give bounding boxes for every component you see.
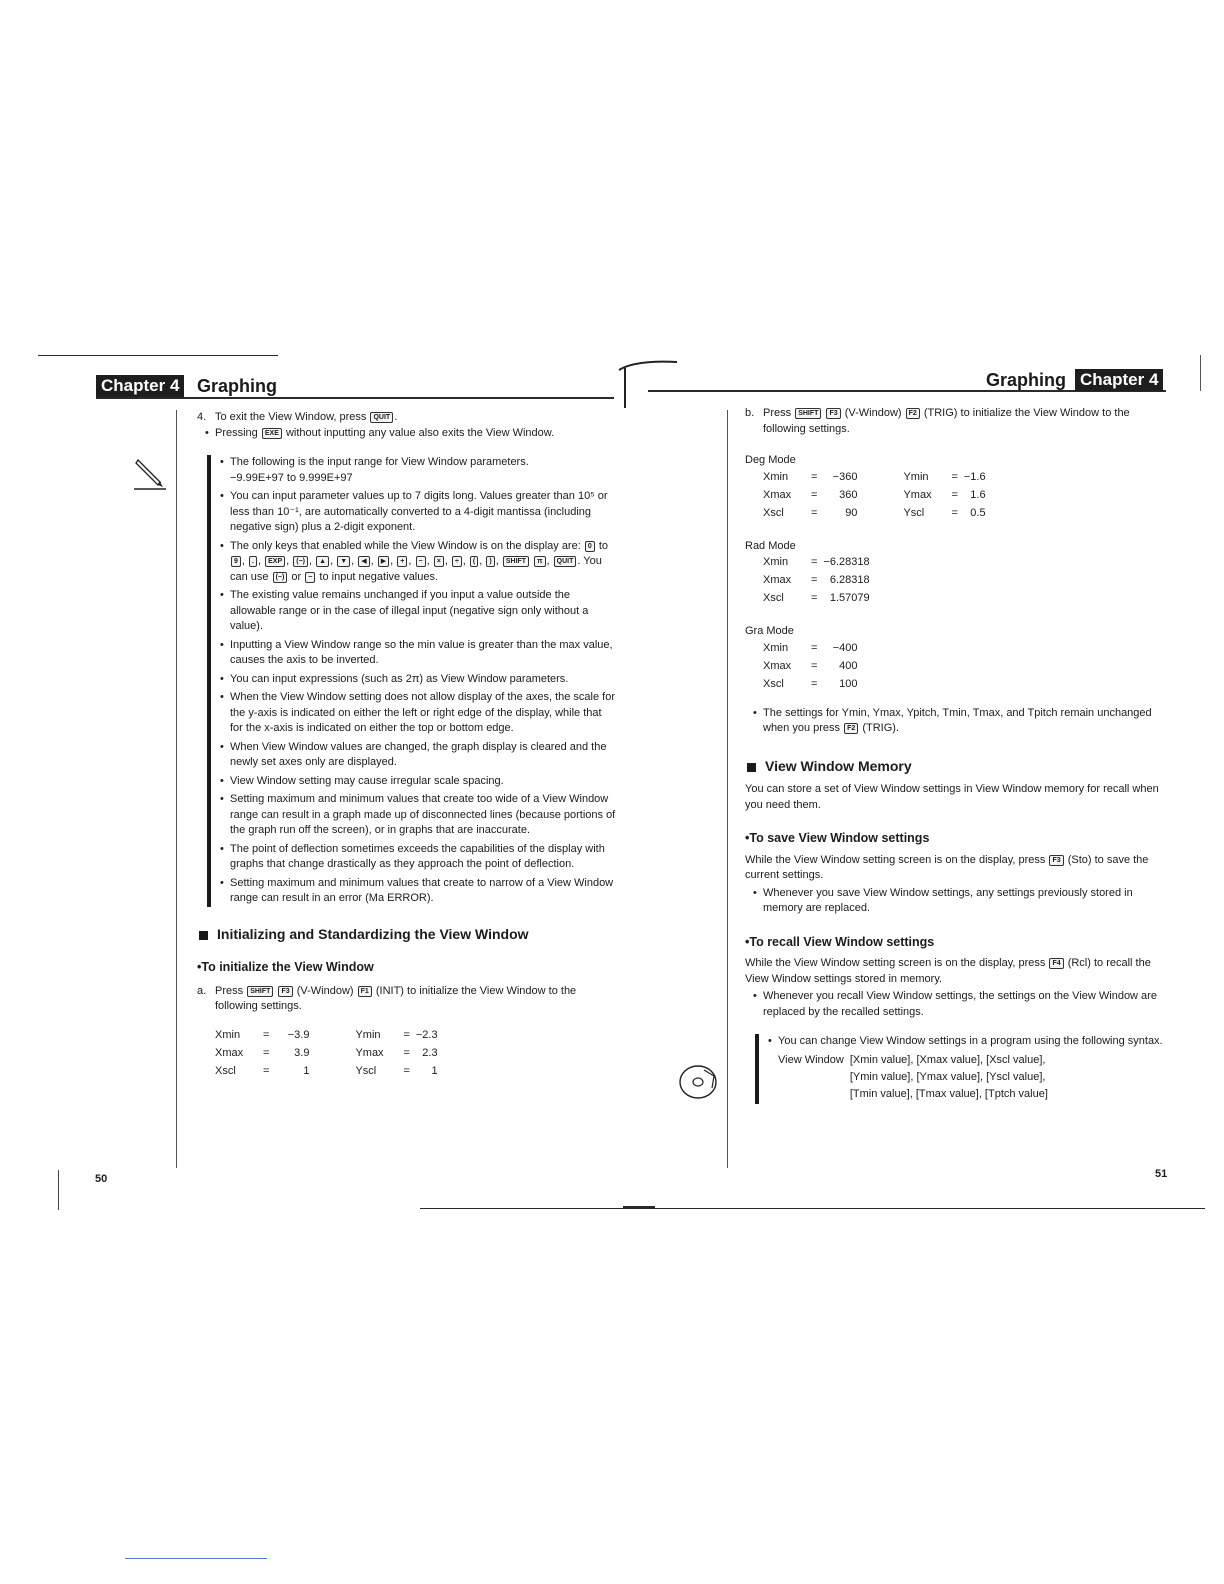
- gra-setting-cell: −400: [832, 641, 858, 654]
- top-rule-left-thin: [38, 355, 278, 356]
- init-setting-cell: =: [263, 1028, 270, 1041]
- f4-key-icon-recall: F4: [1049, 958, 1063, 969]
- deg-setting-cell: Xscl: [763, 506, 784, 519]
- save-text-2: (Sto) to save the current settings.: [745, 853, 1149, 881]
- rad-setting-cell: =: [811, 556, 818, 569]
- step-b-label: b.: [745, 407, 755, 419]
- gra-setting-cell: =: [811, 659, 818, 672]
- deg-setting-cell: −1.6: [963, 470, 986, 483]
- save-title: •To save View Window settings: [745, 831, 930, 845]
- note-item-6: • When the View Window setting does not allow display of the axes, the scale for the y-axis is indicated on either the left or right edge of the display, while that for the x-axis is indicated on either the top or bottom edge.: [220, 690, 617, 737]
- key-up-icon: ▲: [316, 556, 329, 567]
- gra-setting-cell: Xmax: [763, 659, 792, 672]
- note-block-right: [755, 1034, 1168, 1104]
- key-right-icon: ▶: [378, 556, 389, 567]
- deg-setting-cell: Yscl: [903, 506, 925, 519]
- right-edge-mark: [1200, 355, 1201, 391]
- key-exp-icon: EXP: [265, 556, 285, 567]
- step-b-text-2: (V-Window): [844, 407, 902, 419]
- init-setting-cell: Yscl: [355, 1064, 377, 1077]
- gra-setting-row: [763, 658, 903, 676]
- step-4-label: 4.: [197, 411, 207, 423]
- syntax-line-2: [Ymin value], [Ymax value], [Yscl value],: [849, 1070, 1046, 1083]
- syntax-line-3: [Tmin value], [Tmax value], [Tptch value]: [849, 1087, 1048, 1100]
- syntax-table: [778, 1053, 1054, 1104]
- key-minus-icon: −: [416, 556, 426, 567]
- note-item-1-text: The following is the input range for View Window parameters.: [230, 456, 529, 468]
- rad-setting-cell: =: [811, 574, 818, 587]
- keys-note-use-1: . You can use: [230, 555, 602, 583]
- syntax-spacer: [778, 1087, 850, 1104]
- note-range: −9.99E+97 to 9.999E+97: [230, 471, 353, 484]
- init-setting-row: [215, 1045, 442, 1063]
- syntax-spacer: [778, 1070, 850, 1087]
- key-0-icon: 0: [585, 541, 595, 552]
- bottom-blue-line: [125, 1558, 267, 1559]
- gra-setting-cell: Xscl: [763, 677, 784, 690]
- rad-setting-cell: =: [811, 592, 818, 605]
- init-setting-cell: Xmin: [215, 1028, 241, 1041]
- save-text: [745, 853, 1168, 884]
- step-a-label: a.: [197, 984, 207, 997]
- step-a-text-3: (INIT) to initialize the View Window to the following settings.: [215, 984, 577, 1012]
- bottom-rule-right: [420, 1208, 1205, 1209]
- syntax-line-1: [Xmin value], [Xmax value], [Xscl value],: [849, 1053, 1046, 1066]
- rad-setting-cell: −6.28318: [823, 556, 870, 569]
- section-title-initializing: Initializing and Standardizing the View Window: [197, 927, 617, 943]
- deg-mode-label: Deg Mode: [745, 454, 796, 466]
- rad-setting-cell: 1.57079: [829, 592, 870, 605]
- key-neg-a-icon: (−): [273, 572, 288, 583]
- f3-key-icon: F3: [278, 986, 292, 997]
- margin-mark-left: [58, 1170, 59, 1210]
- note-item-3: • The existing value remains unchanged if you input a value outside the allowable range or in the case of illegal input (negative sign only without a value).: [220, 588, 617, 635]
- deg-setting-cell: Ymin: [903, 470, 929, 483]
- syntax-label: View Window: [778, 1053, 844, 1066]
- note-block-left: [207, 455, 617, 907]
- f3-key-icon-b: F3: [826, 408, 840, 419]
- keys-note-before: The only keys that enabled while the View Window is on the display are:: [230, 539, 581, 552]
- deg-setting-cell: 360: [839, 488, 858, 501]
- deg-setting-cell: Xmin: [763, 470, 789, 483]
- gra-setting-cell: 400: [839, 659, 858, 672]
- key-rparen-icon: ): [486, 556, 494, 567]
- note-item-11: • Setting maximum and minimum values that create to narrow of a View Window range can result in an error (Ma ERROR).: [220, 876, 617, 907]
- deg-setting-cell: =: [811, 488, 818, 501]
- note-item-5: • You can input expressions (such as 2π) as View Window parameters.: [220, 672, 617, 688]
- deg-mode-table: [763, 469, 990, 523]
- step-b: [745, 406, 1168, 437]
- init-setting-cell: Ymin: [355, 1028, 381, 1041]
- key-down-icon: ▼: [337, 556, 350, 567]
- init-setting-cell: Ymax: [355, 1046, 384, 1059]
- init-settings-table: [215, 1027, 442, 1081]
- trig-note: [753, 706, 1168, 737]
- rad-mode-table: [763, 554, 916, 608]
- deg-setting-cell: Ymax: [903, 488, 932, 501]
- note-item-keys: • The only keys that enabled while the View Window is on the display are: 0 to 9 , . , EXP , (−) , ▲ , ▼ , ◀ , ▶ , + , − , × , ÷ , ( , ) , SHIFT π , QUIT . You can use (−) or − to input negative values.: [220, 539, 617, 586]
- note-item-8: • View Window setting may cause irregular scale spacing.: [220, 774, 617, 790]
- deg-setting-row: [763, 505, 990, 523]
- key-lparen-icon: (: [470, 556, 478, 567]
- init-setting-cell: =: [263, 1046, 270, 1059]
- step-4-bullet: [205, 426, 617, 442]
- note-item-7: • When View Window values are changed, the graph display is cleared and the newly set axes only are displayed.: [220, 740, 617, 771]
- step-b-text-3: (TRIG) to initialize the View Window to the following settings.: [763, 407, 1130, 435]
- step-a: [197, 984, 617, 1015]
- init-setting-cell: −3.9: [287, 1028, 310, 1041]
- gra-setting-cell: Xmin: [763, 641, 789, 654]
- key-dot-icon: .: [249, 556, 257, 567]
- key-divide-icon: ÷: [452, 556, 462, 567]
- save-bullet: • Whenever you save View Window settings, any settings previously stored in memory are replaced.: [753, 886, 1168, 917]
- f1-key-icon: F1: [358, 986, 372, 997]
- step-4-after: .: [394, 411, 398, 423]
- shift-key-icon-b: SHIFT: [795, 408, 821, 419]
- recall-text-1: While the View Window setting screen is on the display, press: [745, 957, 1046, 969]
- disc-icon: [676, 1060, 722, 1100]
- memory-intro: You can store a set of View Window settings in View Window memory for recall when you need them.: [745, 783, 1159, 811]
- chapter-badge-right: Chapter 4: [1075, 369, 1163, 391]
- gra-setting-row: [763, 640, 903, 658]
- keys-note-to: to: [598, 539, 608, 552]
- shift-key-icon: SHIFT: [247, 986, 273, 997]
- rad-setting-cell: Xmin: [763, 556, 789, 569]
- recall-bullet: • Whenever you recall View Window settings, the settings on the View Window are replaced by the recalled settings.: [753, 989, 1168, 1020]
- init-setting-cell: =: [403, 1046, 410, 1059]
- init-setting-cell: 3.9: [294, 1046, 310, 1059]
- init-setting-cell: −2.3: [415, 1028, 438, 1041]
- init-setting-cell: 1: [431, 1064, 438, 1077]
- init-setting-cell: =: [263, 1064, 270, 1077]
- deg-setting-cell: Xmax: [763, 488, 792, 501]
- gra-setting-cell: =: [811, 677, 818, 690]
- exe-key-icon: EXE: [262, 428, 282, 439]
- rad-setting-row: [763, 554, 916, 572]
- key-times-icon: ×: [434, 556, 444, 567]
- gra-setting-cell: =: [811, 641, 818, 654]
- chapter-title-left: Graphing: [197, 376, 277, 396]
- keys-note-use-2: to input negative values.: [319, 570, 439, 583]
- left-column: [197, 410, 617, 1081]
- f2-key-icon-note: F2: [844, 723, 858, 734]
- trig-note-text-1: The settings for Ymin, Ymax, Ypitch, Tmin, Tmax, and Tpitch remain unchanged when you press: [763, 706, 1152, 734]
- recall-text-2: (Rcl) to recall the View Window settings stored in memory.: [745, 957, 1151, 985]
- gra-setting-cell: 100: [839, 677, 858, 690]
- rad-mode-label: Rad Mode: [745, 539, 796, 552]
- deg-setting-cell: =: [951, 488, 958, 501]
- key-left-icon: ◀: [358, 556, 369, 567]
- bottom-rule-accent: [623, 1206, 655, 1208]
- key-quit-icon: QUIT: [554, 556, 577, 567]
- gra-setting-row: [763, 676, 903, 694]
- note-item-1: [220, 455, 617, 486]
- step-4: [197, 410, 617, 426]
- init-setting-cell: Xscl: [215, 1064, 236, 1077]
- step-4-bullet-before: Pressing: [215, 426, 258, 439]
- chapter-badge-left: Chapter 4: [96, 375, 184, 397]
- key-9-icon: 9: [231, 556, 241, 567]
- keys-note-or: or: [291, 570, 302, 583]
- rad-setting-row: [763, 590, 916, 608]
- column-rule-left: [176, 410, 177, 1168]
- key-neg-b-icon: −: [305, 572, 315, 583]
- step-4-text: To exit the View Window, press: [215, 411, 367, 423]
- key-plus-icon: +: [397, 556, 407, 567]
- recall-text: [745, 956, 1168, 987]
- section-title-memory: View Window Memory: [745, 759, 1168, 775]
- note-item-10: • The point of deflection sometimes exceeds the capabilities of the display with graphs that change drastically as they approach the point of deflection.: [220, 842, 617, 873]
- quit-key-icon: QUIT: [370, 412, 393, 423]
- trig-note-text-2: (TRIG).: [862, 722, 900, 734]
- recall-title: •To recall View Window settings: [745, 934, 935, 949]
- deg-setting-row: [763, 487, 990, 505]
- deg-setting-cell: 0.5: [970, 506, 986, 519]
- gra-mode-table: [763, 640, 903, 694]
- subtitle-initialize: •To initialize the View Window: [197, 960, 374, 974]
- step-4-bullet-after: without inputting any value also exits the View Window.: [285, 426, 555, 439]
- gra-mode-label: Gra Mode: [745, 625, 794, 637]
- deg-setting-cell: =: [811, 470, 818, 483]
- deg-setting-row: [763, 469, 990, 487]
- column-rule-right: [727, 410, 728, 1168]
- deg-setting-cell: 1.6: [970, 488, 986, 501]
- binding-hook-icon: [615, 356, 685, 416]
- key-shift-icon: SHIFT: [503, 556, 529, 567]
- right-column: [745, 406, 1168, 1104]
- step-b-text-1: Press: [763, 407, 792, 419]
- rad-setting-cell: Xmax: [763, 574, 792, 587]
- chapter-title-right: Graphing: [986, 370, 1066, 390]
- step-a-text-1: Press: [215, 984, 244, 997]
- key-negative-icon: (−): [293, 556, 308, 567]
- page-number-left: 50: [95, 1173, 108, 1185]
- rad-setting-cell: 6.28318: [829, 574, 870, 587]
- deg-setting-cell: =: [951, 470, 958, 483]
- program-note: • You can change View Window settings in a program using the following syntax.: [768, 1034, 1168, 1050]
- init-setting-cell: 2.3: [422, 1046, 438, 1059]
- init-setting-cell: =: [403, 1028, 410, 1041]
- init-setting-row: [215, 1027, 442, 1045]
- header-rule-left: [96, 397, 614, 399]
- pencil-icon: [132, 458, 168, 492]
- init-setting-cell: Xmax: [215, 1046, 244, 1059]
- note-item-9: • Setting maximum and minimum values that create too wide of a View Window range can result in a graph made up of disconnected lines (because portions of the graph run off the screen), or in graphs that are inaccurate.: [220, 792, 617, 839]
- deg-setting-cell: =: [811, 506, 818, 519]
- step-a-text-2: (V-Window): [296, 984, 354, 997]
- note-item-4: • Inputting a View Window range so the min value is greater than the max value, causes the axis to be inverted.: [220, 638, 617, 669]
- init-setting-cell: =: [403, 1064, 410, 1077]
- f3-key-icon-save: F3: [1049, 855, 1063, 866]
- deg-setting-cell: 90: [845, 506, 858, 519]
- init-setting-row: [215, 1063, 442, 1081]
- rad-setting-row: [763, 572, 916, 590]
- init-setting-cell: 1: [303, 1064, 310, 1077]
- key-pi-icon: π: [534, 556, 545, 567]
- save-text-1: While the View Window setting screen is on the display, press: [745, 853, 1046, 866]
- deg-setting-cell: =: [951, 506, 958, 519]
- note-item-2: • You can input parameter values up to 7 digits long. Values greater than 10⁵ or less than 10⁻¹, are automatically converted to a 4-digit mantissa (including negative sign) plus a 2-digit exponent.: [220, 489, 617, 536]
- page-number-right: 51: [1155, 1168, 1168, 1180]
- f2-key-icon-b: F2: [906, 408, 920, 419]
- deg-setting-cell: −360: [832, 470, 858, 483]
- rad-setting-cell: Xscl: [763, 592, 784, 605]
